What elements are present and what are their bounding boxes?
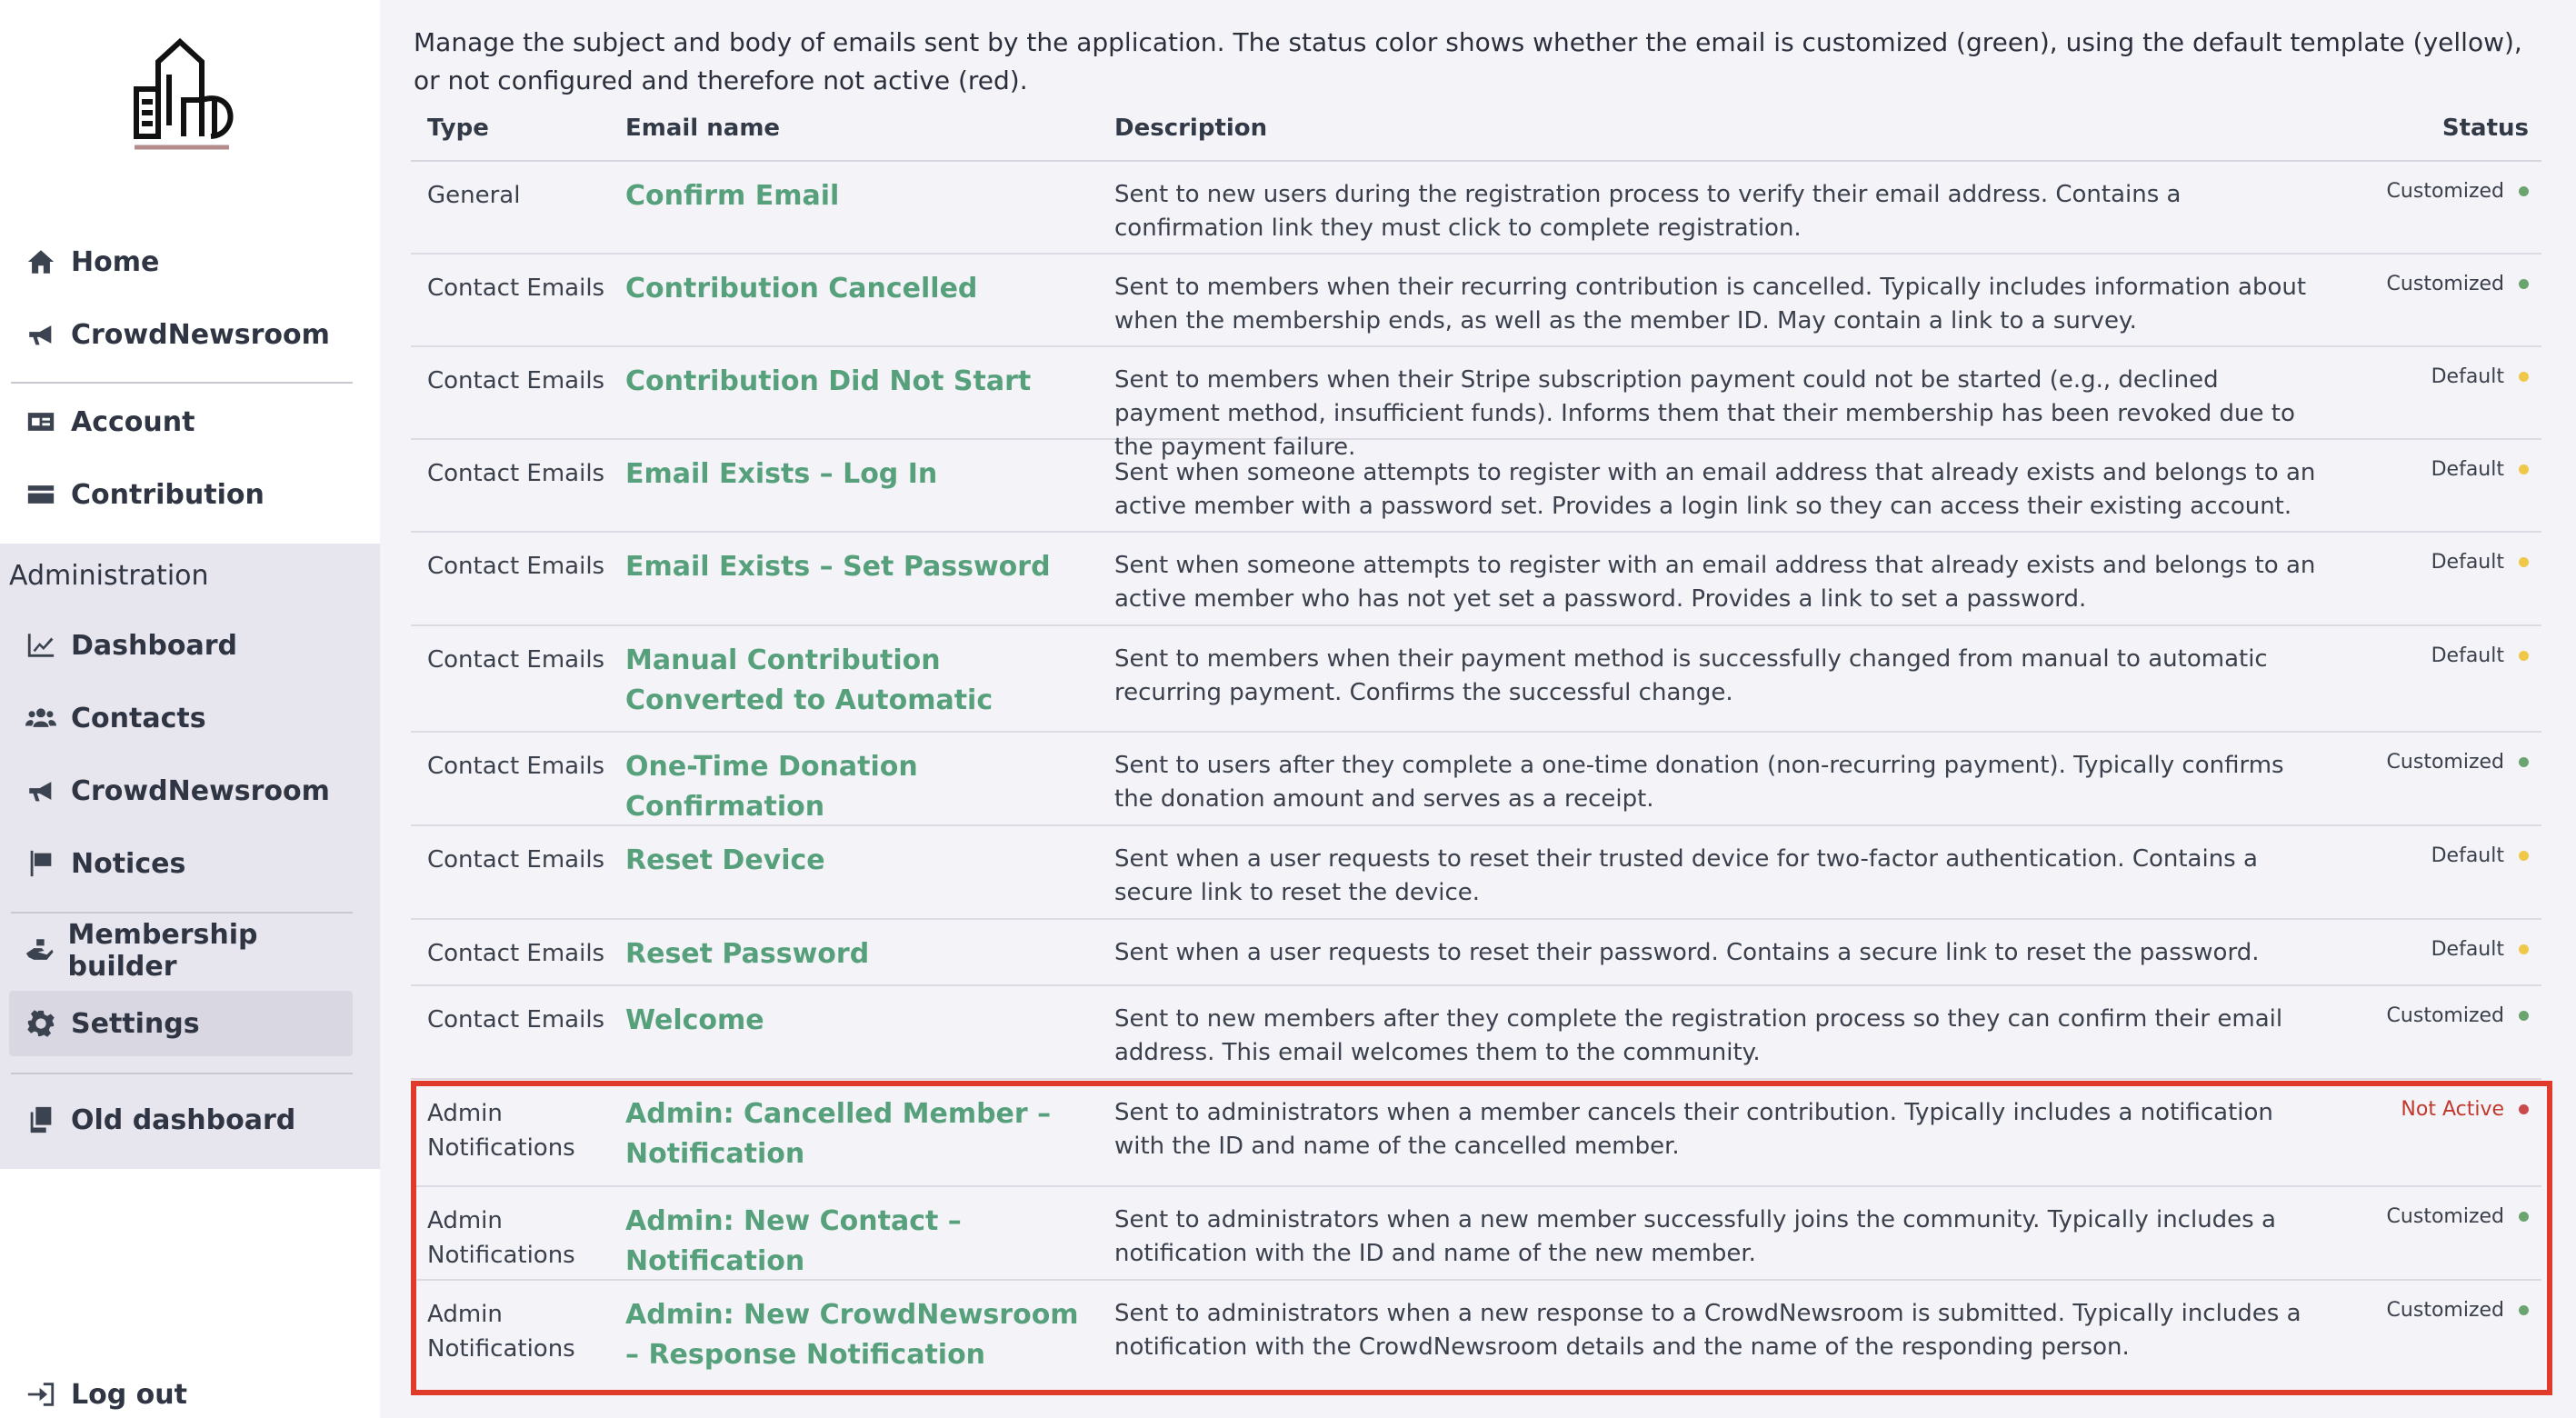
status-badge bbox=[2431, 365, 2529, 388]
status-dot-icon bbox=[2519, 1011, 2529, 1021]
email-name-link[interactable]: Admin: New Contact – Notification bbox=[625, 1205, 962, 1277]
table-row[interactable] bbox=[411, 255, 2541, 347]
email-name-link[interactable]: Reset Device bbox=[625, 844, 825, 876]
status-label: Default bbox=[2431, 458, 2504, 481]
status-badge bbox=[2387, 1299, 2529, 1322]
table-row[interactable] bbox=[411, 1080, 2541, 1187]
nav-label: Notices bbox=[71, 847, 186, 880]
megaphone-icon bbox=[20, 316, 62, 353]
email-name-link[interactable]: Contribution Cancelled bbox=[625, 273, 978, 305]
email-name-link[interactable]: Manual Contribution Converted to Automatic bbox=[625, 644, 993, 716]
table-row[interactable] bbox=[411, 733, 2541, 826]
nav-label: Contacts bbox=[71, 702, 206, 734]
status-label: Default bbox=[2431, 938, 2504, 961]
copy-icon bbox=[20, 1102, 62, 1138]
sidebar-divider bbox=[11, 1073, 353, 1074]
status-label: Default bbox=[2431, 551, 2504, 574]
table-row[interactable] bbox=[411, 347, 2541, 461]
email-name-link[interactable]: Email Exists – Set Password bbox=[625, 551, 1051, 583]
email-description: Sent when a user requests to reset their password. Contains a secure link to reset the password. bbox=[1114, 939, 2260, 966]
email-name-link[interactable]: Admin: Cancelled Member – Notification bbox=[625, 1098, 1052, 1170]
email-type: General bbox=[427, 182, 521, 209]
status-dot-icon bbox=[2519, 372, 2529, 382]
nav-logout[interactable] bbox=[9, 1362, 353, 1418]
nav-label: Contribution bbox=[71, 478, 265, 511]
gear-icon bbox=[20, 1005, 62, 1042]
status-badge bbox=[2431, 644, 2529, 667]
column-header-name: Email name bbox=[625, 115, 781, 142]
sidebar-divider bbox=[11, 382, 353, 384]
nav-contacts[interactable] bbox=[9, 685, 353, 751]
email-type: Contact Emails bbox=[427, 275, 605, 302]
city-logo-icon bbox=[127, 35, 251, 155]
status-badge bbox=[2431, 551, 2529, 574]
table-row[interactable] bbox=[411, 533, 2541, 626]
nav-label: Home bbox=[71, 245, 160, 278]
nav-old-dashboard[interactable] bbox=[9, 1087, 353, 1153]
email-name-link[interactable]: Confirm Email bbox=[625, 180, 840, 212]
table-row[interactable] bbox=[411, 1187, 2541, 1281]
email-name-link[interactable]: Email Exists – Log In bbox=[625, 458, 938, 490]
table-row[interactable] bbox=[411, 440, 2541, 533]
email-type: Contact Emails bbox=[427, 367, 605, 394]
flag-icon bbox=[20, 845, 62, 882]
status-badge bbox=[2431, 938, 2529, 961]
status-label: Default bbox=[2431, 844, 2504, 867]
nav-settings[interactable] bbox=[9, 991, 353, 1056]
email-description: Sent to members when their Stripe subscription payment could not be started (e.g., declined payment method, insufficient funds). Informs them that their membership has been revoked due to the payment failure. bbox=[1114, 366, 2295, 461]
table-row[interactable] bbox=[411, 826, 2541, 920]
nav-account[interactable] bbox=[9, 389, 353, 454]
nav-label: CrowdNewsroom bbox=[71, 318, 330, 351]
status-badge bbox=[2387, 751, 2529, 774]
email-type: Contact Emails bbox=[427, 846, 605, 874]
status-label: Customized bbox=[2386, 1205, 2504, 1228]
status-badge bbox=[2387, 1205, 2529, 1228]
status-label: Default bbox=[2431, 644, 2504, 667]
email-description: Sent to members when their payment method is successfully changed from manual to automatic recurring payment. Confirms the successful change. bbox=[1114, 645, 2268, 706]
table-row[interactable] bbox=[411, 162, 2541, 255]
nav-crowdnewsroom-admin[interactable] bbox=[9, 758, 353, 824]
nav-membership-builder[interactable] bbox=[9, 918, 353, 984]
email-description: Sent when someone attempts to register with an email address that already exists and belongs to an active member who has not yet set a password. Provides a link to set a password. bbox=[1114, 552, 2316, 613]
nav-dashboard[interactable] bbox=[9, 613, 353, 678]
status-badge bbox=[2431, 458, 2529, 481]
table-row[interactable] bbox=[411, 920, 2541, 986]
status-label: Customized bbox=[2386, 751, 2504, 774]
nav-crowdnewsroom[interactable] bbox=[9, 302, 353, 367]
email-type: Contact Emails bbox=[427, 753, 605, 780]
email-type: Contact Emails bbox=[427, 940, 605, 967]
status-dot-icon bbox=[2519, 464, 2529, 474]
status-dot-icon bbox=[2519, 1104, 2529, 1114]
hand-icon bbox=[20, 933, 58, 969]
email-description: Sent to users after they complete a one-time donation (non-recurring payment). Typically confirms the donation amount and serves as a receipt. bbox=[1114, 752, 2284, 813]
email-description: Sent to new users during the registration process to verify their email address. Contains a confirmation link they must click to complete registration. bbox=[1114, 181, 2182, 242]
email-name-link[interactable]: Admin: New CrowdNewsroom – Response Notification bbox=[625, 1299, 1079, 1371]
column-header-type: Type bbox=[427, 115, 489, 142]
email-type: Contact Emails bbox=[427, 1006, 605, 1034]
table-body bbox=[411, 162, 2541, 1383]
email-templates-table bbox=[411, 109, 2541, 1383]
email-name-link[interactable]: Welcome bbox=[625, 1004, 764, 1036]
status-label: Customized bbox=[2386, 1299, 2504, 1322]
megaphone-icon bbox=[20, 773, 62, 809]
status-label: Customized bbox=[2386, 180, 2504, 203]
status-label: Not Active bbox=[2401, 1098, 2504, 1121]
status-dot-icon bbox=[2519, 944, 2529, 954]
nav-label: CrowdNewsroom bbox=[71, 774, 330, 807]
email-type: Admin Notifications bbox=[427, 1207, 575, 1269]
table-row[interactable] bbox=[411, 986, 2541, 1080]
email-description: Sent to new members after they complete the registration process so they can confirm their email address. This email welcomes them to the community. bbox=[1114, 1005, 2283, 1066]
nav-notices[interactable] bbox=[9, 831, 353, 896]
credit-card-icon bbox=[20, 476, 62, 513]
email-description: Sent to administrators when a member cancels their contribution. Typically includes a notification with the ID and name of the cancelled member. bbox=[1114, 1099, 2273, 1160]
status-dot-icon bbox=[2519, 1305, 2529, 1315]
email-type: Admin Notifications bbox=[427, 1100, 575, 1162]
home-icon bbox=[20, 244, 62, 280]
status-label: Customized bbox=[2386, 1004, 2504, 1027]
email-description: Sent when a user requests to reset their trusted device for two-factor authentication. Contains a secure link to reset the device. bbox=[1114, 845, 2258, 906]
email-name-link[interactable]: Reset Password bbox=[625, 938, 870, 970]
status-badge bbox=[2387, 273, 2529, 295]
sidebar bbox=[0, 0, 380, 1418]
email-type: Contact Emails bbox=[427, 553, 605, 580]
email-type: Admin Notifications bbox=[427, 1301, 575, 1363]
page-description: Manage the subject and body of emails sent by the application. The status color shows whether the email is customized (green), using the default template (yellow), or not configured and therefore not active (red). bbox=[414, 27, 2522, 95]
nav-label: Account bbox=[71, 405, 195, 438]
status-dot-icon bbox=[2519, 757, 2529, 767]
status-dot-icon bbox=[2519, 651, 2529, 661]
nav-label: Settings bbox=[71, 1007, 200, 1040]
status-dot-icon bbox=[2519, 557, 2529, 567]
sign-out-icon bbox=[20, 1376, 62, 1413]
email-description: Sent to administrators when a new response to a CrowdNewsroom is submitted. Typically includes a notification with the CrowdNewsroom details and the name of the responding person. bbox=[1114, 1300, 2301, 1361]
email-description: Sent to members when their recurring contribution is cancelled. Typically includes information about when the membership ends, as well as the member ID. May contain a link to a survey. bbox=[1114, 274, 2307, 335]
nav-label: Log out bbox=[71, 1378, 187, 1411]
email-name-link[interactable]: Contribution Did Not Start bbox=[625, 365, 1032, 397]
email-description: Sent when someone attempts to register with an email address that already exists and belongs to an active member with a password set. Provides a login link so they can access their existing account. bbox=[1114, 459, 2316, 520]
email-type: Contact Emails bbox=[427, 646, 605, 674]
nav-home[interactable] bbox=[9, 229, 353, 295]
table-row[interactable] bbox=[411, 626, 2541, 733]
column-header-status: Status bbox=[2441, 115, 2529, 142]
id-card-icon bbox=[20, 404, 62, 440]
users-icon bbox=[20, 700, 62, 736]
email-type: Contact Emails bbox=[427, 460, 605, 487]
nav-label: Old dashboard bbox=[71, 1103, 296, 1136]
nav-contribution[interactable] bbox=[9, 462, 353, 527]
status-label: Default bbox=[2431, 365, 2504, 388]
email-description: Sent to administrators when a new member successfully joins the community. Typically includes a notification with the ID and name of the new member. bbox=[1114, 1206, 2276, 1267]
status-badge bbox=[2387, 1004, 2529, 1027]
status-dot-icon bbox=[2519, 186, 2529, 196]
column-header-description: Description bbox=[1114, 115, 1268, 142]
administration-heading: Administration bbox=[9, 560, 209, 592]
status-label: Customized bbox=[2386, 273, 2504, 295]
nav-label: Membership builder bbox=[67, 919, 258, 983]
logo[interactable] bbox=[127, 35, 251, 155]
status-badge bbox=[2401, 1098, 2529, 1121]
status-dot-icon bbox=[2519, 851, 2529, 861]
sidebar-divider bbox=[11, 912, 353, 914]
status-badge bbox=[2387, 180, 2529, 203]
status-dot-icon bbox=[2519, 1212, 2529, 1222]
nav-label: Dashboard bbox=[71, 629, 237, 662]
status-dot-icon bbox=[2519, 279, 2529, 289]
status-badge bbox=[2431, 844, 2529, 867]
email-name-link[interactable]: One-Time Donation Confirmation bbox=[625, 751, 918, 823]
chart-line-icon bbox=[20, 627, 62, 664]
table-header bbox=[411, 109, 2541, 162]
table-row[interactable] bbox=[411, 1281, 2541, 1383]
